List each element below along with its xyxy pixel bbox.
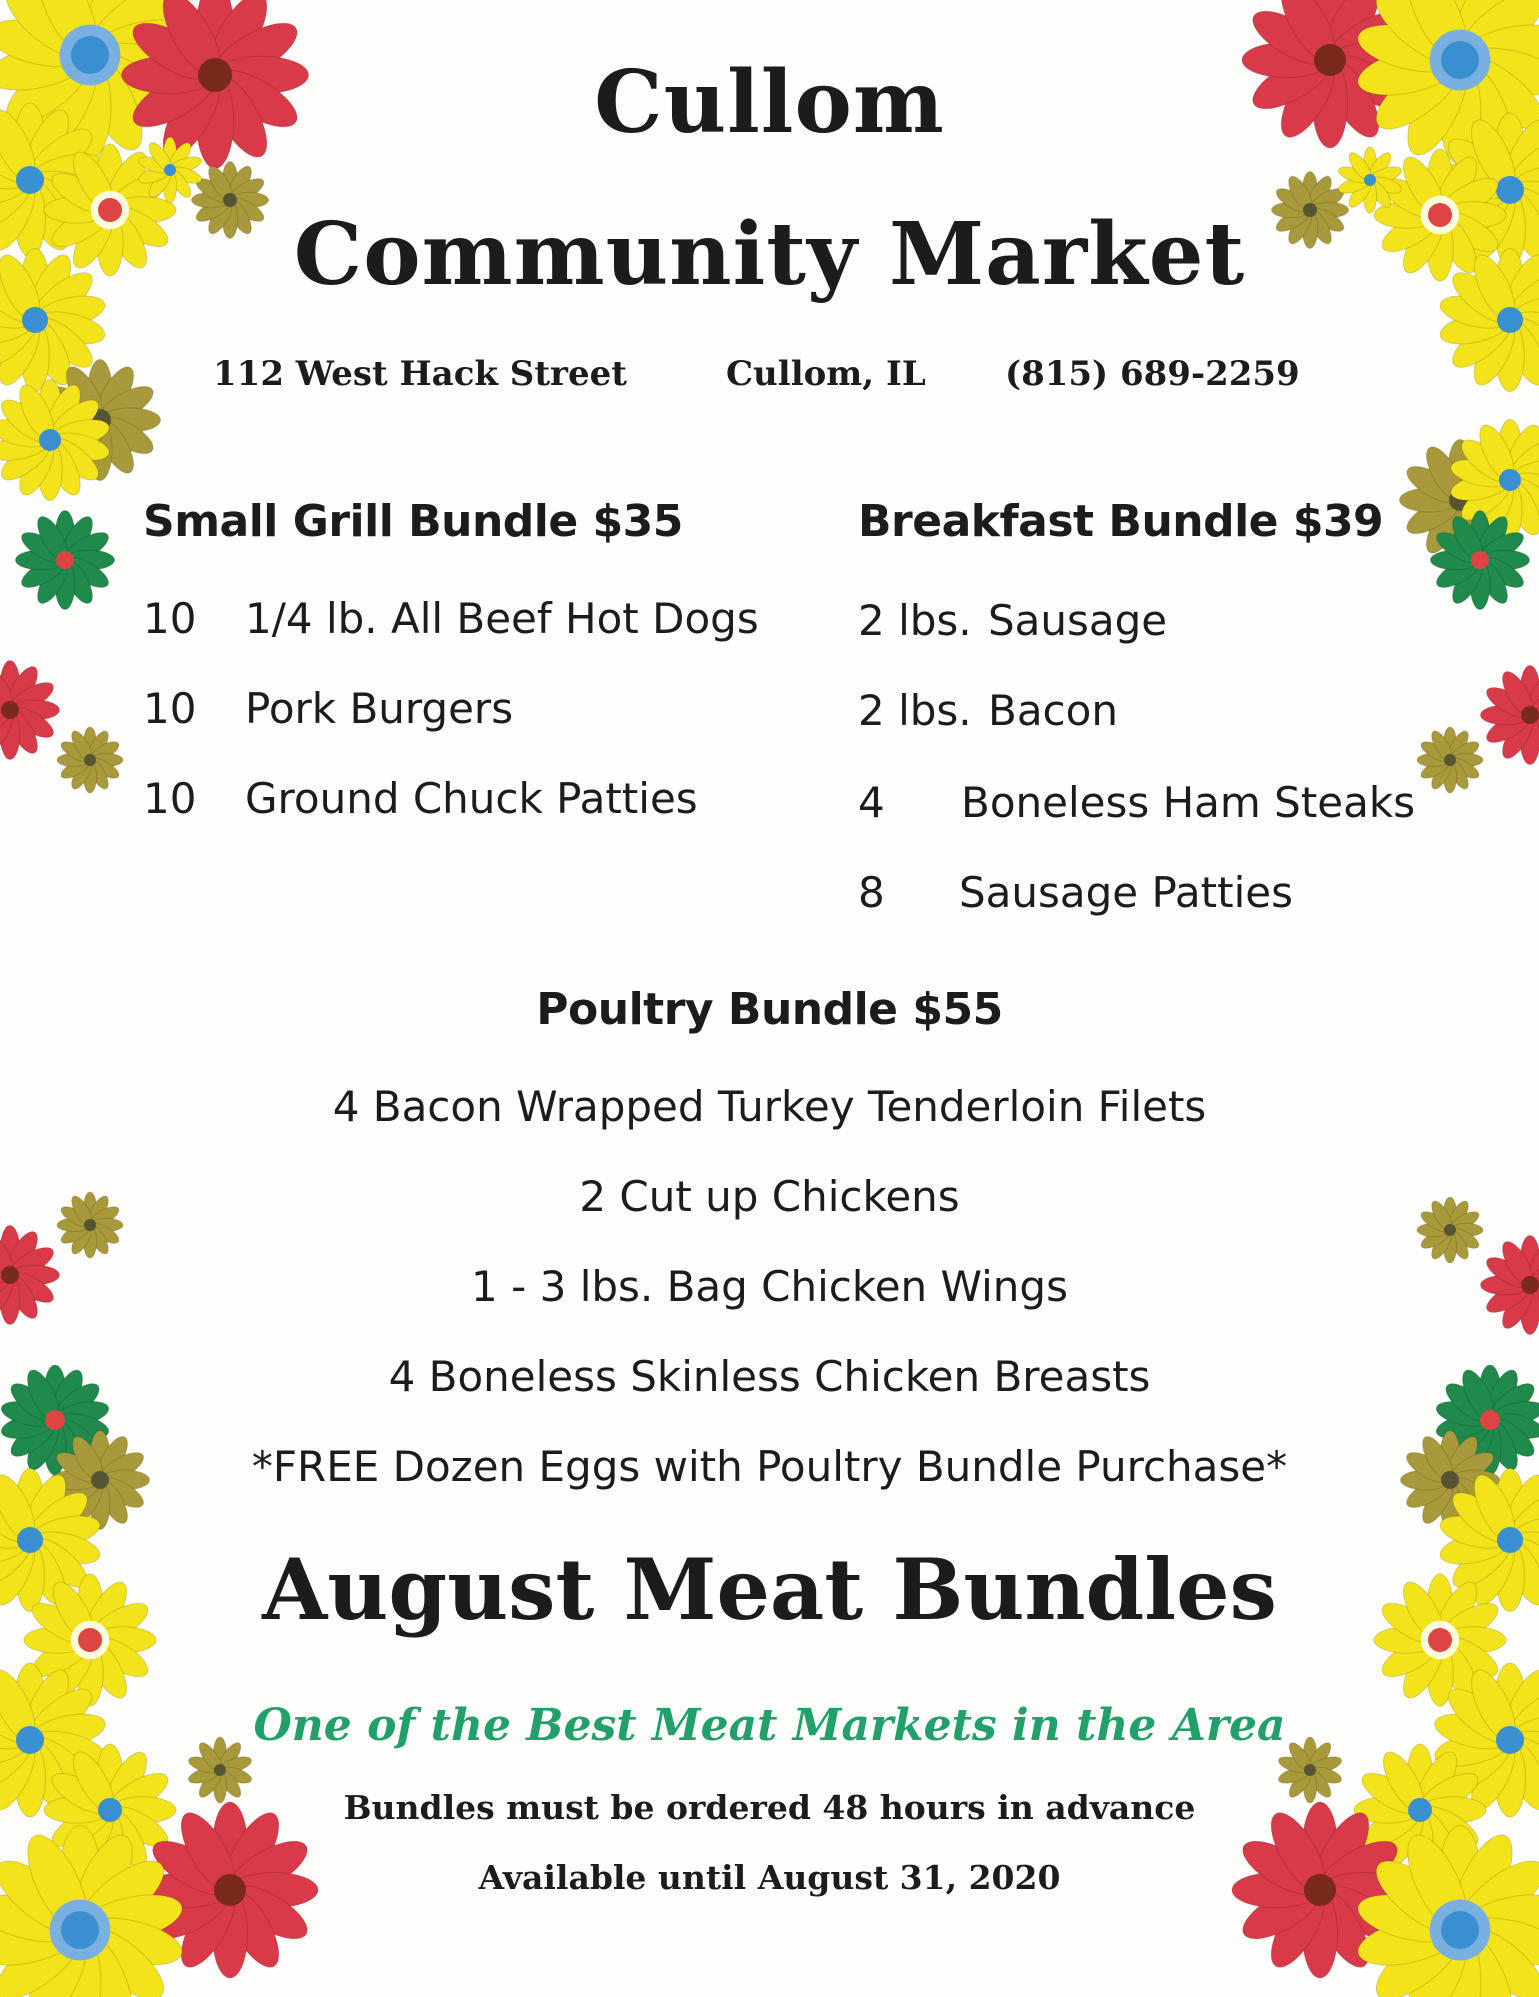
item-name: Sausage [988,596,1168,645]
list-item [858,868,1293,917]
item-qty: 8 [858,868,885,917]
city-state: Cullom, IL [726,354,926,394]
list-item [858,596,1167,645]
phone-number: (815) 689-2259 [1005,354,1300,394]
list-item [143,684,513,733]
order-note: Bundles must be ordered 48 hours in advance [343,1788,1196,1827]
availability-note: Available until August 31, 2020 [478,1858,1061,1897]
item-name: Pork Burgers [245,684,514,733]
list-item [858,686,1118,735]
item-qty: 10 [143,684,197,733]
list-item: 1 - 3 lbs. Bag Chicken Wings [471,1262,1068,1311]
poultry-heading: Poultry Bundle $55 [536,984,1003,1035]
list-item: 4 Bacon Wrapped Turkey Tenderloin Filets [332,1082,1207,1131]
title-line-1: Cullom [594,52,945,153]
street-address: 112 West Hack Street [213,354,627,394]
item-name: 1/4 lb. All Beef Hot Dogs [245,594,759,643]
small-grill-heading: Small Grill Bundle $35 [143,496,683,547]
item-name: Ground Chuck Patties [245,774,698,823]
item-qty: 2 lbs. [858,686,972,735]
item-name: Bacon [988,686,1118,735]
item-qty: 10 [143,774,197,823]
list-item: 2 Cut up Chickens [579,1172,960,1221]
flower-icon [0,661,60,760]
item-qty: 2 lbs. [858,596,972,645]
flower-icon [1417,727,1483,793]
headline: August Meat Bundles [262,1540,1277,1639]
list-item [143,594,759,643]
item-qty: 10 [143,594,197,643]
list-item: 4 Boneless Skinless Chicken Breasts [388,1352,1151,1401]
flower-icon [16,511,115,610]
flower-icon [1481,666,1539,765]
item-qty: 4 [858,778,885,827]
flower-icon [57,727,123,793]
list-item [143,774,698,823]
title-line-2: Community Market [293,204,1246,305]
item-name: Boneless Ham Steaks [961,778,1416,827]
breakfast-heading: Breakfast Bundle $39 [858,496,1384,547]
free-eggs-note: *FREE Dozen Eggs with Poultry Bundle Purchase* [251,1442,1288,1491]
item-name: Sausage Patties [959,868,1293,917]
list-item [858,778,1415,827]
tagline: One of the Best Meat Markets in the Area [253,1700,1286,1751]
